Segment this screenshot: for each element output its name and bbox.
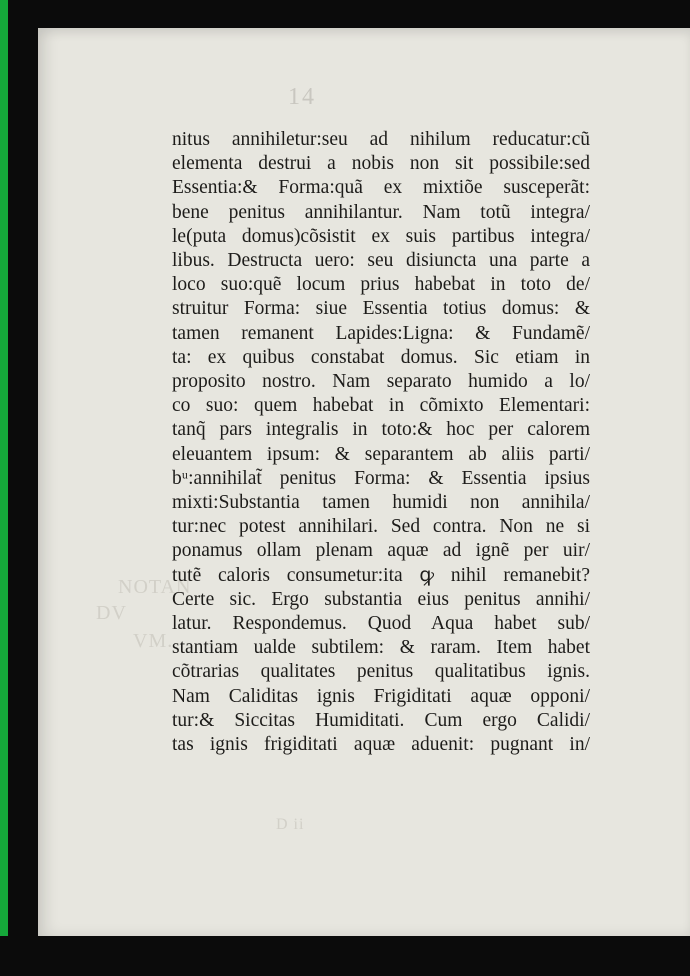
text-line: tur:& Siccitas Humiditati. Cum ergo Calidi/ — [172, 709, 590, 731]
signature-mark: D ii — [276, 816, 305, 833]
text-line: Certe sic. Ergo substantia eius penitus annihi/ — [172, 588, 590, 610]
show-through-text: VM. — [133, 630, 174, 652]
text-line: Essentia:& Forma:quã ex mixtiõe susceperãt: — [172, 177, 590, 199]
text-line: latur. Respondemus. Quod Aqua habet sub/ — [172, 613, 590, 635]
text-line: stantiam ualde subtilem: & raram. Item habet — [172, 637, 590, 659]
body-text — [172, 128, 590, 757]
scanner-edge — [0, 0, 8, 976]
text-line: tas ignis frigiditati aquæ aduenit: pugnant in/ — [172, 734, 590, 756]
text-line: libus. Destructa uero: seu disiuncta una parte a — [172, 250, 590, 272]
text-line: tur:nec potest annihilari. Sed contra. Non ne si — [172, 516, 590, 538]
text-line: tanq̃ pars integralis in toto:& hoc per calorem — [172, 419, 590, 441]
text-line: struitur Forma: siue Essentia totius domus: & — [172, 298, 590, 320]
text-line: tamen remanent Lapides:Ligna: & Fundamẽ/ — [172, 322, 590, 344]
text-line: loco suo:quẽ locum prius habebat in toto de/ — [172, 274, 590, 296]
text-line: ta: ex quibus constabat domus. Sic etiam in — [172, 346, 590, 368]
text-line: bᵘ:annihilat̃ penitus Forma: & Essentia ipsius — [172, 467, 590, 489]
text-line: ponamus ollam plenam aquæ ad ignẽ per uir/ — [172, 540, 590, 562]
text-line: eleuantem ipsum: & separantem ab aliis parti/ — [172, 443, 590, 465]
text-line: proposito nostro. Nam separato humido a lo/ — [172, 371, 590, 393]
text-line: nitus annihiletur:seu ad nihilum reducatur:cũ — [172, 129, 590, 150]
show-through-text: DV — [96, 602, 127, 624]
text-line: tutẽ caloris consumetur:ita ꝙ nihil remanebit? — [172, 564, 590, 586]
scan-background — [0, 936, 690, 976]
text-line: elementa destrui a nobis non sit possibile:sed — [172, 153, 590, 175]
text-line: co suo: quem habebat in cõmixto Elementari: — [172, 395, 590, 417]
text-line: Nam Caliditas ignis Frigiditati aquæ opponi/ — [172, 685, 590, 707]
text-line: bene penitus annihilantur. Nam totũ integra/ — [172, 201, 590, 223]
show-through-text: NOTAN — [118, 576, 192, 598]
text-line: cõtrarias qualitates penitus qualitatibus ignis. — [172, 661, 590, 683]
text-line: le(puta domus)cõsistit ex suis partibus integra/ — [172, 225, 590, 247]
folio-number: 14 — [288, 84, 316, 110]
text-line: mixti:Substantia tamen humidi non annihila/ — [172, 492, 590, 514]
